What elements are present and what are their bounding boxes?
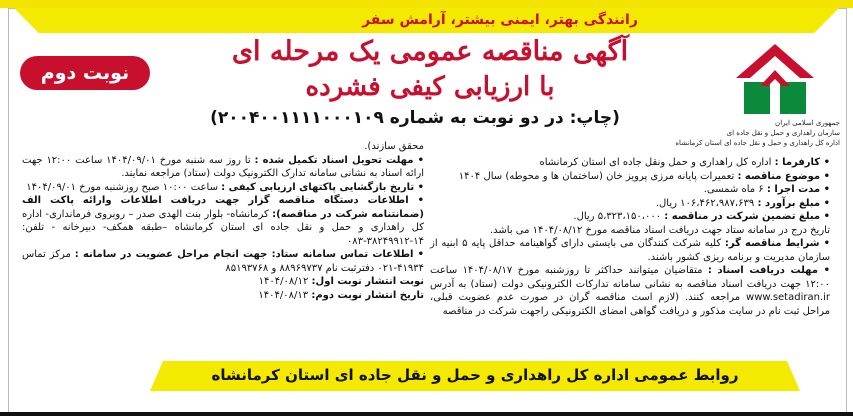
notice-subtitle: با ارزیابی کیفی فشرده [305, 72, 555, 102]
footer-public-relations: روابط عمومی اداره کل راهداری و حمل و نقل جاده ای استان کرمانشاه [211, 366, 739, 384]
left-item [22, 248, 424, 275]
right-item [430, 210, 830, 224]
text-fragment: • موضوع مناقصه : [737, 170, 830, 182]
bottom-strip [0, 412, 853, 416]
second-round-badge: نوبت دوم [20, 56, 150, 90]
text-fragment: تا روز سه شنبه مورخ ۱۴۰۴/۰۹/۰۱ ساعت ۱۲:۰۰ جهت ارائه اسناد به نشانی سامانه تدارک الکترونیک دولت (ستاد) مراجعه نمایند. [22, 154, 424, 179]
text-fragment: • اطلاعات دستگاه مناقصه گزار جهت دریافت اطلاعات وارائه پاکت الف (ضمانتنامه شرکت در مناقصه): [22, 195, 424, 220]
text-fragment: محقق سازند). [364, 141, 424, 152]
text-fragment: • مهلت دریافت اسناد : [707, 265, 831, 276]
right-item [430, 224, 830, 238]
text-fragment: تاریخ انتشار نوبت دوم: [311, 289, 424, 301]
right-item [430, 237, 830, 264]
org-line-3: اداره کل راهداری و حمل و نقل جاده ای استان کرمانشاه [675, 139, 840, 147]
text-fragment: ۵،۳۲۳،۱۵۰،۰۰۰ ریال. [573, 211, 665, 222]
text-fragment: • مدت اجرا : [766, 184, 830, 195]
text-fragment: • اطلاعات تماس سامانه ستاد: جهت انجام مراحل عضویت در سامانه : [74, 249, 425, 260]
top-yellow-strip [0, 0, 853, 8]
text-fragment: کرمانشاه- بلوار بنت الهدی صدر – روبروی فرمانداری- اداره کل راهداری و حمل و نقل جاده ای استان کرمانشاه –طبقه همکف- دبیرخانه - تلفن: ۱۴-۳۸۲۴۹۹۱۲-۰۸۳ [22, 208, 424, 247]
text-fragment: • مهلت تحویل اسناد تکمیل شده : [254, 154, 424, 166]
right-item [430, 197, 830, 211]
text-fragment: ۱۴۰۴/۰۸/۱۳ [258, 289, 312, 301]
text-fragment: اداره کل راهداری و حمل ونقل جاده ای استان کرمانشاه [539, 157, 775, 168]
left-item [22, 181, 424, 195]
text-fragment: مرکز تماس ۴۱۹۳۴-۰۲۱ دفترثبت نام ۸۸۹۶۹۷۳۷ و ۸۵۱۹۳۷۶۸ [22, 249, 424, 274]
text-fragment: ساعت ۱۰:۰۰ صبح روزشنبه مورخ ۱۴۰۴/۰۹/۰۱ [26, 181, 222, 193]
right-column [430, 156, 830, 318]
org-line-1: جمهوری اسلامی ایران [775, 119, 840, 127]
org-line-2: سازمان راهداری و حمل و نقل جاده ای [726, 129, 840, 137]
text-fragment: • شرایط مناقصه گر: [724, 238, 830, 249]
left-item [22, 194, 424, 248]
right-item [430, 183, 830, 197]
left-column [22, 140, 424, 302]
left-item [22, 275, 424, 289]
text-fragment: تعمیرات پایانه مرزی پرویز خان (ساختمان ها و محوطه) سال ۱۴۰۴ [458, 170, 738, 182]
text-fragment: ۱۴۰۴/۰۸/۱۲ [258, 276, 312, 287]
notice-title: آگهی مناقصه عمومی یک مرحله ای [231, 36, 629, 67]
text-fragment: ۱۰۶،۴۶۲،۹۸۷،۶۳۹ ریال. [655, 197, 758, 209]
right-item [430, 170, 830, 184]
text-fragment: • تاریخ بازگشایی پاکتهای ارزیابی کیفی : [221, 181, 424, 193]
left-item [22, 289, 424, 303]
road-maintenance-logo-icon [730, 40, 820, 118]
text-fragment: نوبت انتشار نوبت اول: [311, 276, 424, 287]
text-fragment: • کارفرما : [774, 157, 830, 168]
notice-print-number: (چاپ: در دو نوبت به شماره ۲۰۰۴۰۰۱۱۱۱۰۰۰۱۰۹) [210, 108, 620, 128]
text-fragment: تاریخ درج در سامانه ستاد جهت دریافت اسناد مناقصه مورخ ۱۴۰۴/۰۸/۱۲ می باشد. [489, 224, 830, 236]
left-item [22, 140, 424, 154]
slogan-text: رانندگی بهتر، ایمنی بیشتر، آرامش سفر [362, 12, 638, 28]
organization-block [675, 118, 840, 148]
text-fragment: متقاضیان میتوانند حداکثر تا روزشنبه مورخ ۱۴۰۴/۰۸/۱۷ ساعت ۱۲:۰۰ جهت دریافت اسناد مناقصه به نشانی سامانه تدارکات الکترونیکی دولت (ستاد) به آدرس www.setadiran.ir مراجعه کنند. (لازم است مناقصه گران در صورت عدم عضویت قبلی، مراحل ثبت نام در سایت مذکور و دریافت گواهی امضای الکترونیکی راجهت شرکت در مناقصه [430, 265, 830, 317]
text-fragment: کلیه شرکت کنندگان می بایستی دارای گواهینامه حداقل پایه ۵ ابنیه از سازمان مدیریت و برنامه ریزی کشور باشند. [430, 238, 830, 263]
text-fragment: ۶ ماه شمسی. [703, 184, 767, 195]
right-item [430, 156, 830, 170]
text-fragment: • مبلغ برآورد : [757, 197, 830, 209]
right-item [430, 264, 830, 318]
text-fragment: • مبلغ تضمین شرکت در مناقصه : [664, 211, 830, 222]
left-item [22, 154, 424, 181]
